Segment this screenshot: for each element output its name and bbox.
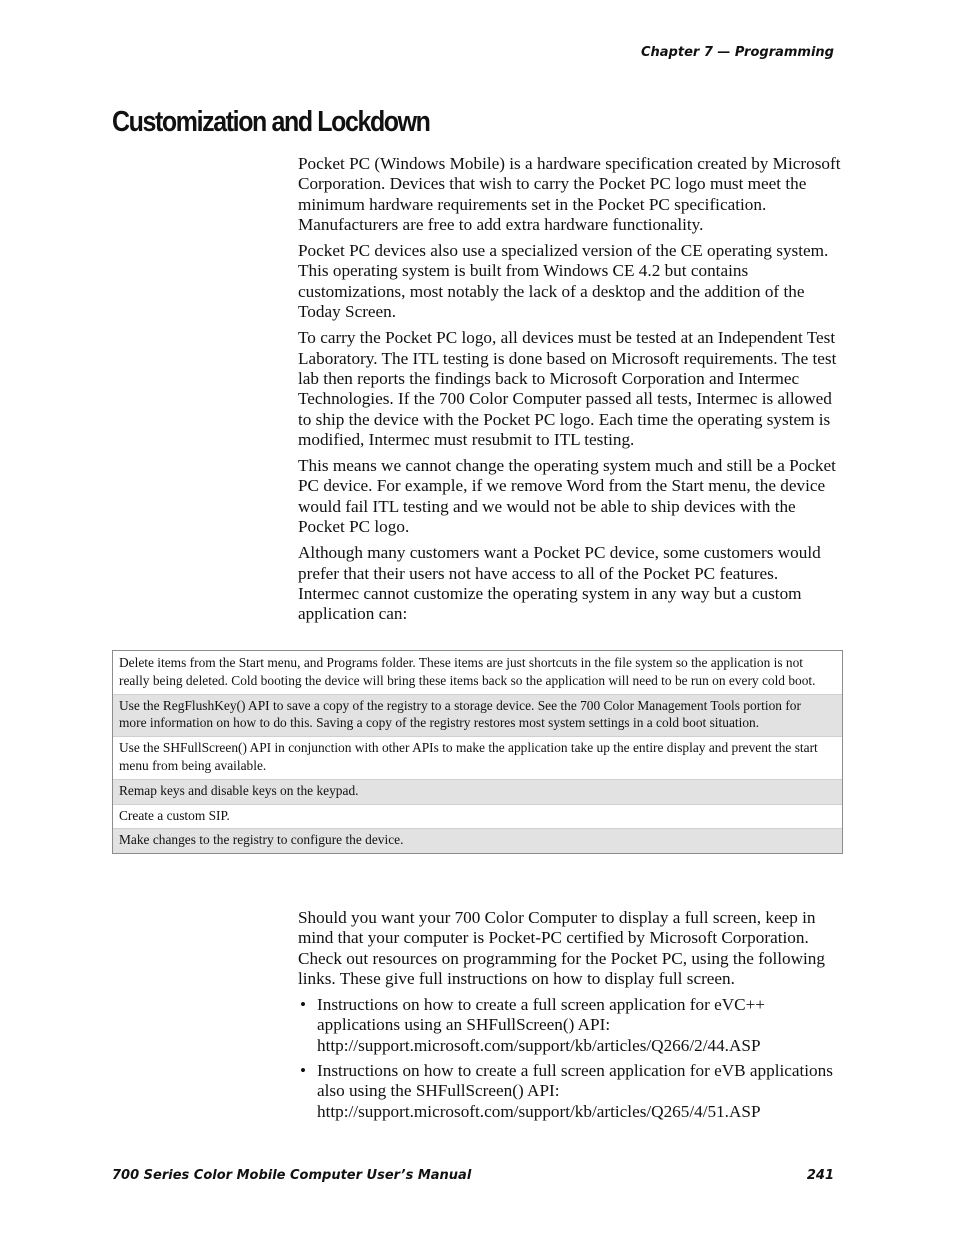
list-item [298, 995, 843, 1056]
bullet-icon: • [300, 1061, 307, 1081]
table-row: Remap keys and disable keys on the keypad. [113, 779, 842, 804]
footer-title: 700 Series Color Mobile Computer User’s Manual [112, 1168, 472, 1183]
outro-text [298, 908, 843, 1127]
support-url[interactable]: http://support.microsoft.com/support/kb/articles/Q265/4/51.ASP [317, 1101, 761, 1121]
paragraph: Pocket PC devices also use a specialized version of the CE operating system. This operating system is built from Windows CE 4.2 but contains customizations, most notably the lack of a desktop and the addition of the Today Screen. [298, 241, 829, 322]
customization-table [112, 650, 843, 854]
table-row: Make changes to the registry to configure the device. [113, 828, 842, 853]
table-row: Use the RegFlushKey() API to save a copy of the registry to a storage device. See the 700 Color Management Tools portion for more information on how to do this. Saving a copy of the registry restores most system settings in a cold boot situation. [113, 694, 842, 737]
link-list [298, 995, 843, 1122]
paragraph: Pocket PC (Windows Mobile) is a hardware specification created by Microsoft Corporation. Devices that wish to carry the Pocket PC logo must meet the minimum hardware requirements set in the Pocket PC specification. Manufacturers are free to add extra hardware functionality. [298, 154, 841, 234]
bullet-icon: • [300, 995, 307, 1015]
paragraph: Should you want your 700 Color Computer to display a full screen, keep in mind that your computer is Pocket-PC certified by Microsoft Corporation. Check out resources on programming for the Pocket PC, using the following links. These give full instructions on how to display full screen. [298, 908, 825, 988]
list-item [298, 1061, 843, 1122]
page-number: 241 [806, 1168, 834, 1183]
support-url[interactable]: http://support.microsoft.com/support/kb/articles/Q266/2/44.ASP [317, 1035, 761, 1055]
section-title: Customization and Lockdown [112, 106, 430, 138]
paragraph: This means we cannot change the operating system much and still be a Pocket PC device. For example, if we remove Word from the Start menu, the device would fail ITL testing and we would not be able to ship devices with the Pocket PC logo. [298, 456, 836, 537]
paragraph: To carry the Pocket PC logo, all devices must be tested at an Independent Test Laboratory. The ITL testing is done based on Microsoft requirements. The test lab then reports the findings back to Microsoft Corporation and Intermec Technologies. If the 700 Color Computer passed all tests, Intermec is allowed to ship the device with the Pocket PC logo. Each time the operating system is modified, Intermec must resubmit to ITL testing. [298, 328, 837, 449]
intro-text [298, 154, 843, 631]
paragraph: Although many customers want a Pocket PC device, some customers would prefer that their users not have access to all of the Pocket PC features. Intermec cannot customize the operating system in any way but a custom application can: [298, 543, 821, 624]
bullet-text: Instructions on how to create a full screen application for eVB applications also using the SHFullScreen() API: [317, 1061, 833, 1101]
bullet-text: Instructions on how to create a full screen application for eVC++ applications using an SHFullScreen() API: [317, 995, 765, 1035]
table-row: Use the SHFullScreen() API in conjunction with other APIs to make the application take up the entire display and prevent the start menu from being available. [113, 736, 842, 779]
table-row: Delete items from the Start menu, and Programs folder. These items are just shortcuts in the file system so the application is not really being deleted. Cold booting the device will bring these items back so the application will need to be run on every cold boot. [119, 655, 816, 688]
table-row: Create a custom SIP. [113, 804, 842, 829]
running-head: Chapter 7 — Programming [640, 45, 834, 60]
